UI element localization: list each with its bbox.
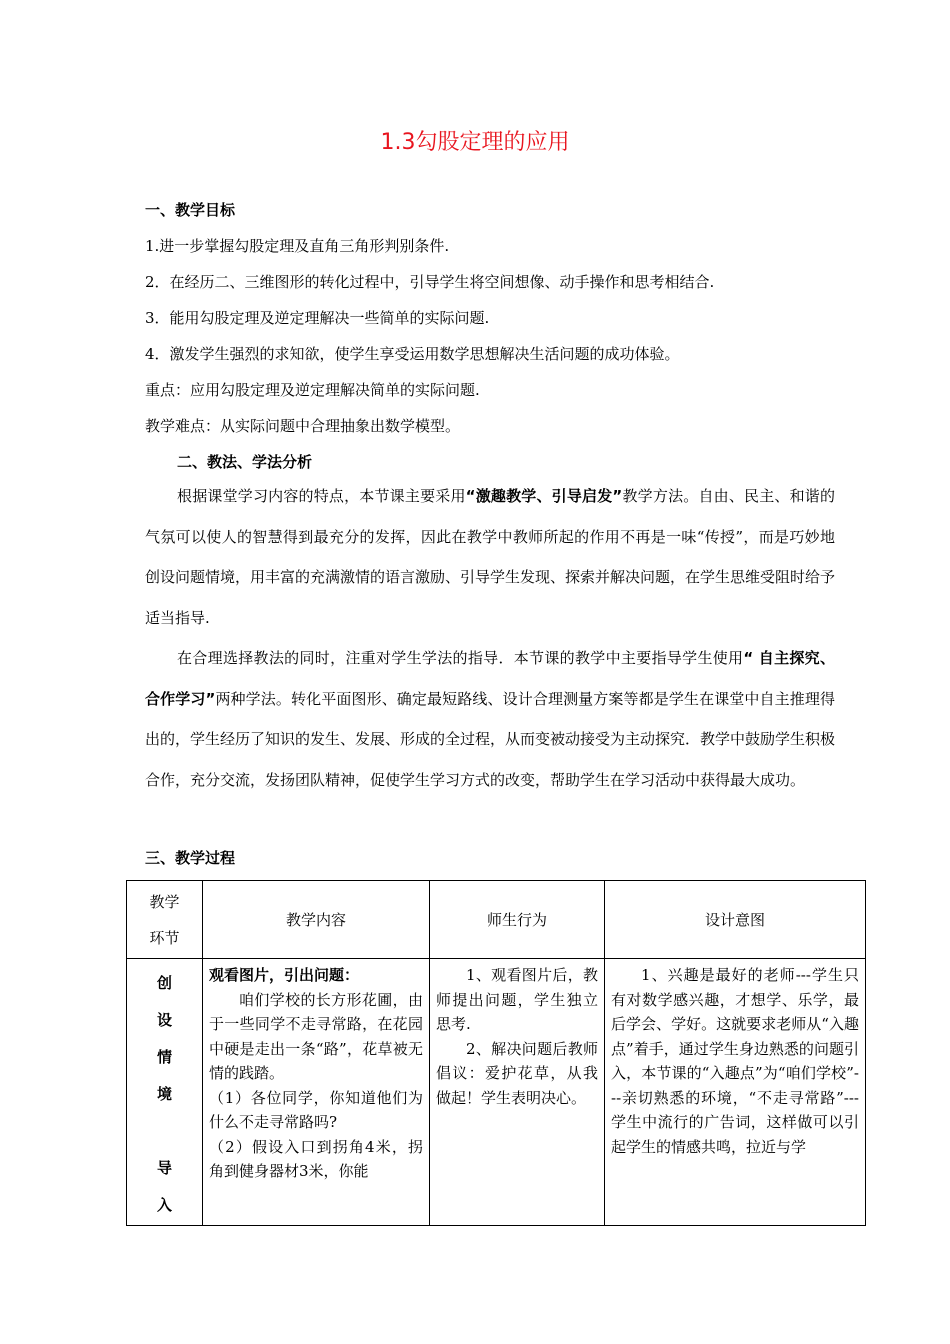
objective-item-4: 4．激发学生强烈的求知欲，使学生享受运用数学思想解决生活问题的成功体验。 [145,345,680,363]
table-row [127,959,866,1226]
stage-cell: 创 设 情 境 导 入 [127,959,203,1226]
intent-cell [605,959,866,1226]
study-paragraph [145,638,835,800]
difficulty-point: 教学难点：从实际问题中合理抽象出数学模型。 [145,417,461,435]
objective-item-3: 3．能用勾股定理及逆定理解决一些简单的实际问题. [145,309,490,327]
content-p3: （2）假设入口到拐角4米，拐角到健身器材3米，你能 [209,1137,423,1180]
action-p1: 1、观看图片后，教师提出问题，学生独立思考. [436,966,598,1033]
header-content: 教学内容 [203,881,430,959]
study-emphasis: “ 自主探究、合作学习” [145,649,835,708]
section3-heading: 三、教学过程 [145,849,236,867]
study-text-post: 两种学法。转化平面图形、确定最短路线、设计合理测量方案等都是学生在课堂中自主推理得出的，学生经历了知识的发生、发展、形成的全过程，从而变被动接受为主动探究．教学中鼓励学生积极合作，充分交流，发扬团队精神，促使学生学习方式的改变，帮助学生在学习活动中获得最大成功。 [145,689,836,789]
method-text-pre: 根据课堂学习内容的特点，本节课主要采用 [177,487,466,505]
header-action: 师生行为 [430,881,605,959]
intent-p1: 1、兴趣是最好的老师---学生只有对数学感兴趣，才想学、乐学，最后学会、学好。这就要求老师从“入趣点”着手，通过学生身边熟悉的问题引入，本节课的“入趣点”为“咱们学校”---亲切熟悉的环境，“不走寻常路”---学生中流行的广告词，这样做可以引起学生的情感共鸣，拉近与学 [611,966,859,1156]
objective-item-1: 1.进一步掌握勾股定理及直角三角形判别条件. [145,237,450,255]
method-paragraph [145,476,835,638]
teaching-process-table [126,880,866,1226]
method-emphasis: “激趣教学、引导启发” [465,487,623,505]
content-cell [203,959,430,1226]
document-title: 1.3勾股定理的应用 [380,130,570,155]
action-cell [430,959,605,1226]
section1-heading: 一、教学目标 [145,201,236,219]
header-stage: 教学 环节 [127,881,203,959]
study-text-pre: 在合理选择教法的同时，注重对学生学法的指导．本节课的教学中主要指导学生使用 [177,649,744,667]
table-header-row [127,881,866,959]
content-p1: 咱们学校的长方形花圃，由于一些同学不走寻常路，在花园中硬是走出一条“路”，花草被无情的践踏。 [209,990,423,1082]
action-p2: 2、解决问题后教师倡议：爱护花草，从我做起！学生表明决心。 [436,1039,598,1107]
header-intent: 设计意图 [605,881,866,959]
key-point: 重点：应用勾股定理及逆定理解决简单的实际问题. [145,381,480,399]
objective-item-2: 2．在经历二、三维图形的转化过程中，引导学生将空间想像、动手操作和思考相结合. [145,273,715,291]
section2-heading: 二、教法、学法分析 [177,453,313,471]
content-heading: 观看图片，引出问题： [209,966,360,984]
content-p2: （1）各位同学，你知道他们为什么不走寻常路吗? [209,1088,423,1131]
method-text-post: 教学方法。自由、民主、和谐的气氛可以使人的智慧得到最充分的发挥，因此在教学中教师所起的作用不再是一味“传授”，而是巧妙地创设问题情境，用丰富的充满激情的语言激励、引导学生发现、探索并解决问题，在学生思维受阻时给予适当指导. [145,487,836,627]
